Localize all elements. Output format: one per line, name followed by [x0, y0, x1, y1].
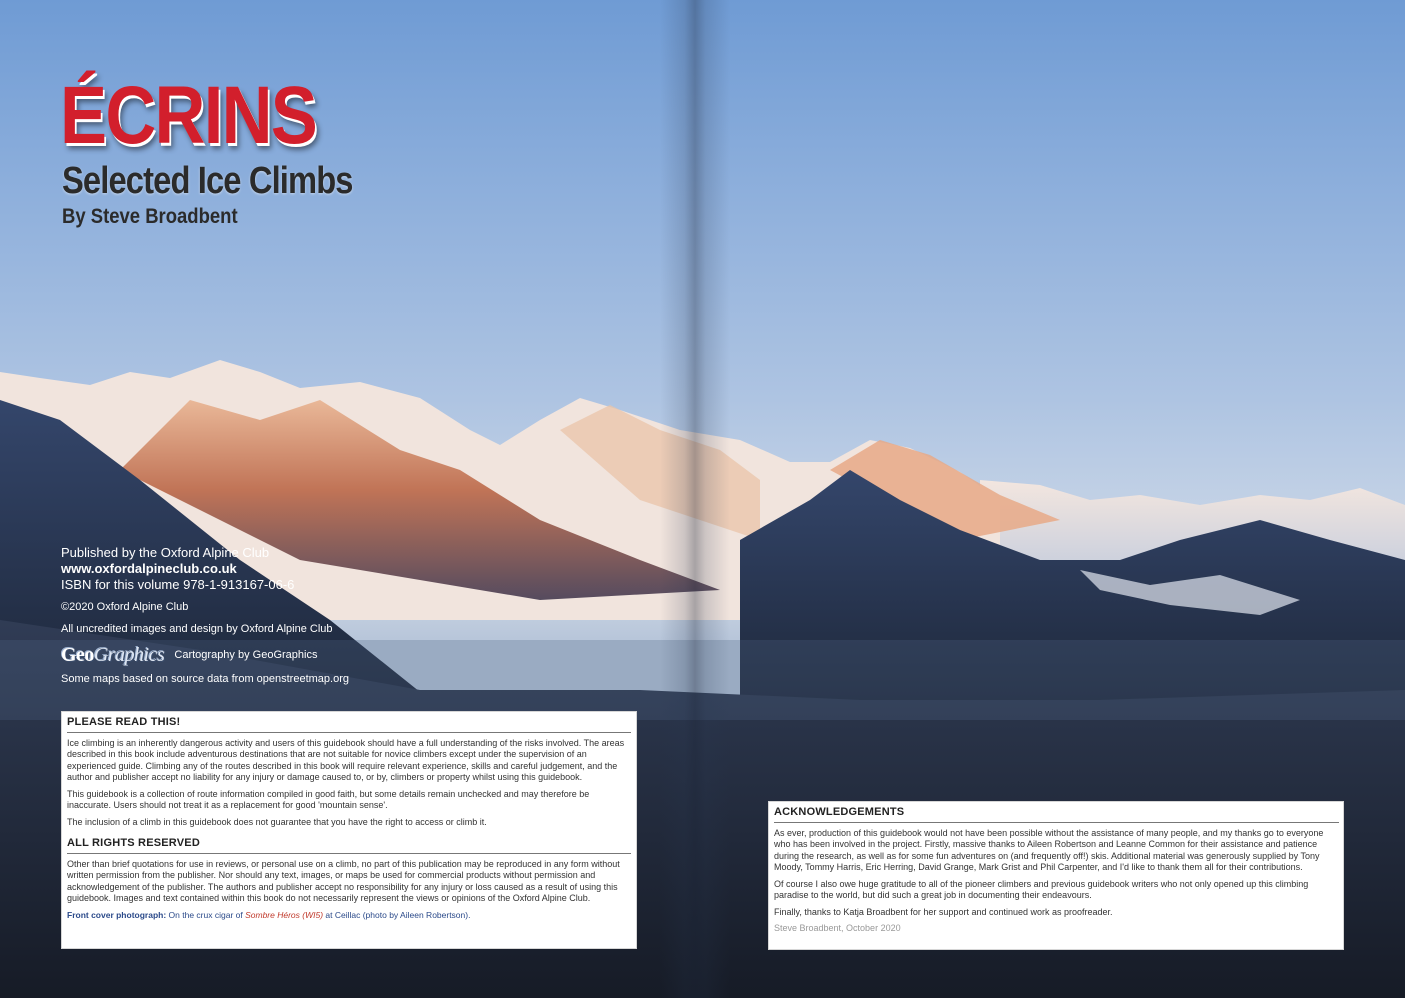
book-title: ÉCRINS: [60, 70, 317, 161]
acknowledgements-heading: ACKNOWLEDGEMENTS: [774, 807, 1339, 823]
cover-photo-credit: Front cover photograph: On the crux cigar of Sombre Héros (WI5) at Ceillac (photo by Aileen Robertson).: [67, 909, 471, 920]
book-subtitle: Selected Ice Climbs: [62, 160, 353, 202]
acknowledgements-box: [768, 801, 1344, 950]
geographics-logo: GeoGraphics: [61, 644, 165, 666]
cartography-credit: Cartography by GeoGraphics: [174, 649, 318, 661]
book-author: By Steve Broadbent: [62, 205, 238, 228]
please-read-paragraph: The inclusion of a climb in this guidebook does not guarantee that you have the right to access or climb it.: [67, 816, 487, 827]
please-read-paragraph: Ice climbing is an inherently dangerous activity and users of this guidebook should have a full understanding of the risks involved. The areas described in this book include adventurous destinations that are not suitable for novice climbers except under the supervision of an experienced guide. Climbing any of the routes described in this book will require relevant experience, skills and careful judgement, and the author and publisher accept no liability for any injury or damage caused to, or by, climbers or property whilst using this guidebook.: [67, 737, 625, 782]
book-gutter: [660, 0, 730, 998]
images-credit: All uncredited images and design by Oxford Alpine Club: [61, 623, 333, 635]
disclaimer-box: [61, 711, 637, 949]
author-signoff: Steve Broadbent, October 2020: [774, 923, 901, 933]
acknowledgements-paragraph: As ever, production of this guidebook would not have been possible without the assistance of many people, and my thanks go to everyone who has been involved in the project. Firstly, massive thanks to Aileen Robertson and Leanne Common for their assistance and patience during the research, as well as for some fun adventures on (and frequently off!) skis. Additional material was generously supplied by Tony Moody, Tommy Harris, Eric Herring, David Grange, Mark Grist and Phil Carpenter, and I'd like to thank them all for their contributions.: [774, 827, 1324, 872]
isbn: ISBN for this volume 978-1-913167-06-6: [61, 577, 295, 592]
acknowledgements-paragraph: Of course I also owe huge gratitude to all of the pioneer climbers and previous guidebook writers who not only opened up this climbing paradise to the world, but did such a great job in documenting their endeavours.: [774, 878, 1309, 900]
rights-paragraph: Other than brief quotations for use in reviews, or personal use on a climb, no part of this publication may be reproduced in any form without written permission from the publisher. Nor should any text, images, or maps be used for commercial products without permission and acknowledgement of the publisher. The authors and publisher accept no responsibility for any injury or loss caused as a result of using this guidebook. Images and text contained within this book do not necessarily represent the views or opinions of the Oxford Alpine Club.: [67, 858, 620, 903]
publisher-info: [61, 545, 481, 687]
acknowledgements-paragraph: Finally, thanks to Katja Broadbent for her support and continued work as proofreader.: [774, 906, 1113, 917]
maps-note: Some maps based on source data from openstreetmap.org: [61, 673, 349, 685]
publisher-url[interactable]: www.oxfordalpineclub.co.uk: [61, 561, 237, 576]
rights-heading: ALL RIGHTS RESERVED: [67, 838, 631, 854]
please-read-heading: PLEASE READ THIS!: [67, 717, 631, 733]
geographics-credit: [61, 644, 481, 666]
publisher-line: Published by the Oxford Alpine Club: [61, 545, 270, 560]
please-read-paragraph: This guidebook is a collection of route information compiled in good faith, but some details remain unchecked and may therefore be inaccurate. Users should not treat it as a replacement for good 'mountain sense'.: [67, 788, 590, 810]
copyright: ©2020 Oxford Alpine Club: [61, 601, 189, 613]
